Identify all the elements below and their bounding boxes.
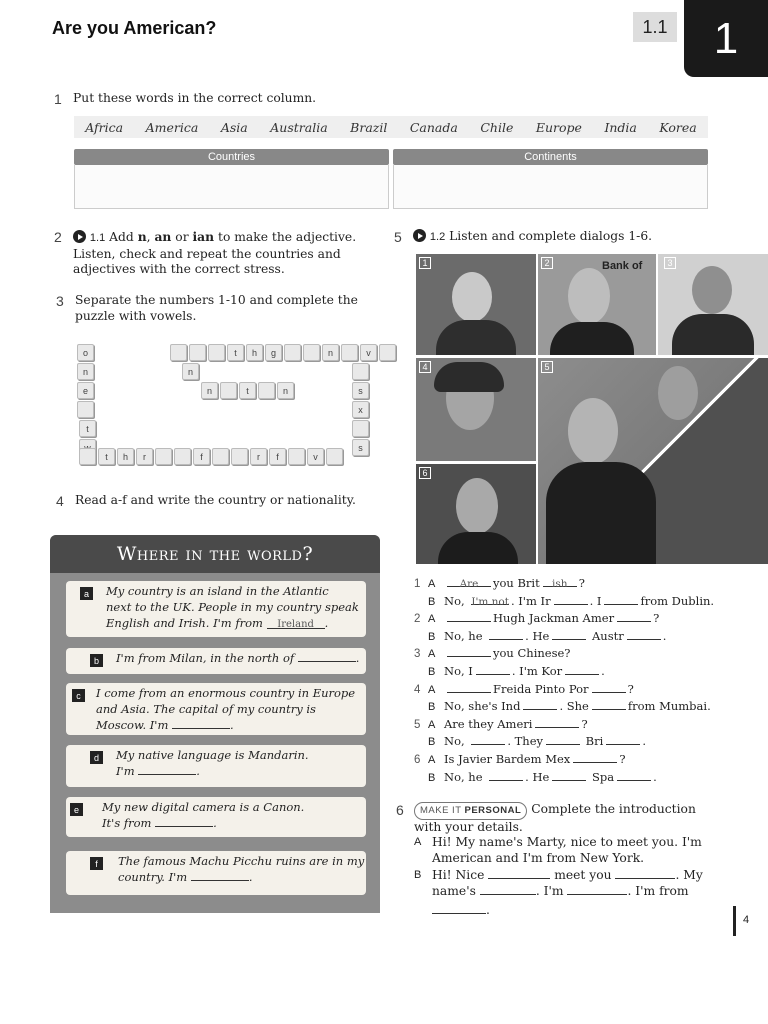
audio-play-icon[interactable]	[413, 229, 426, 242]
speaker-label: A	[428, 683, 436, 696]
countries-header: Countries	[74, 149, 389, 165]
dialog-text: ?	[619, 752, 626, 766]
text-fragment: or	[171, 230, 193, 244]
speaker-a-line: Hi! My name's Marty, nice to meet you. I'm	[432, 835, 702, 849]
answer-blank[interactable]	[471, 734, 505, 745]
continents-answer-area[interactable]	[393, 165, 708, 209]
word-bank-item: Africa	[85, 119, 124, 135]
badge-text-bold: PERSONAL	[464, 805, 522, 816]
speaker-label: A	[414, 836, 422, 848]
answer-blank[interactable]	[476, 664, 510, 675]
answer-blank[interactable]	[155, 815, 213, 827]
clue-line	[118, 869, 364, 885]
clue-line-text: next to the UK. People in my country speak	[106, 600, 359, 614]
clue-line	[106, 583, 359, 599]
hair-shape	[434, 362, 504, 392]
speaker-label: B	[428, 771, 436, 784]
speaker-label: B	[428, 736, 436, 749]
dialog-text: ?	[578, 576, 585, 590]
dialog-line	[414, 698, 714, 717]
puzzle-tile[interactable]: s	[352, 382, 369, 399]
clue-end: .	[355, 651, 360, 665]
answer-blank[interactable]	[138, 763, 196, 775]
clue-line	[116, 650, 359, 666]
instruction-text: Listen and complete dialogs 1-6.	[449, 229, 653, 243]
answer-blank[interactable]	[447, 682, 491, 693]
text-fragment: ,	[146, 230, 155, 244]
puzzle-tile[interactable]	[77, 401, 94, 418]
clue-label: c	[72, 689, 85, 702]
puzzle-tile[interactable]	[170, 344, 187, 361]
clue-line-text: I'm	[116, 764, 139, 778]
face-shape	[456, 478, 498, 534]
instruction-text: Complete the introduction	[531, 802, 696, 816]
unit-tab: 1	[684, 0, 768, 77]
dialog-line	[414, 681, 637, 700]
badge-text: MAKE IT	[420, 805, 465, 816]
face-shape	[568, 398, 618, 464]
panel-title: Where in the world?	[50, 535, 380, 573]
word-bank-item: Europe	[535, 119, 582, 135]
dialog-text: . She	[559, 699, 589, 714]
puzzle-tile[interactable]: n	[277, 382, 294, 399]
dialog-text: .	[642, 734, 646, 749]
photo-number: 2	[541, 257, 553, 269]
dialog-text: from Mumbai.	[627, 699, 711, 714]
clue-line	[116, 747, 309, 763]
dialog-number: 3	[414, 648, 421, 661]
text-fragment: . I'm from	[627, 883, 689, 898]
dialog-text: ?	[653, 611, 660, 626]
dialog-text: .	[662, 628, 667, 643]
answer-blank[interactable]	[191, 869, 249, 881]
section-number: 1.1	[633, 12, 677, 42]
clue-line-text: and Asia. The capital of my country is	[96, 702, 316, 716]
exercise-2-instruction	[73, 229, 373, 278]
puzzle-tile[interactable]: h	[117, 448, 134, 465]
speaker-a-block	[414, 835, 714, 866]
clue-line-text: English and Irish. I'm from	[106, 616, 267, 630]
puzzle-tile[interactable]: s	[352, 439, 369, 456]
dialog-text: Is Javier Bardem Mex	[444, 752, 571, 766]
answer-blank[interactable]	[552, 629, 586, 640]
word-bank-item: India	[604, 119, 637, 135]
dialog-text: . I'm Ir	[510, 593, 551, 608]
word-bank-item: Chile	[480, 119, 514, 135]
answer-blank[interactable]	[447, 611, 491, 622]
dialog-text: Are they Ameri	[444, 716, 533, 731]
answer-blank[interactable]	[298, 650, 356, 662]
puzzle-tile[interactable]: f	[193, 448, 210, 465]
puzzle-tile[interactable]: n	[322, 344, 339, 361]
puzzle-tile[interactable]	[220, 382, 237, 399]
continents-header: Continents	[393, 149, 708, 165]
suit-shape	[438, 532, 518, 564]
dialog-line	[414, 593, 717, 612]
puzzle-tile[interactable]: t	[79, 420, 96, 437]
puzzle-tile[interactable]: x	[352, 401, 369, 418]
puzzle-tile[interactable]	[379, 344, 396, 361]
exercise-4-number: 4	[56, 493, 64, 509]
answer-blank[interactable]	[617, 770, 651, 781]
exercise-3-number: 3	[56, 293, 64, 309]
word-bank-item: Australia	[270, 119, 328, 135]
photo-number: 3	[664, 257, 676, 269]
word-bank	[74, 116, 708, 138]
clue-line-text: It's from	[102, 816, 156, 830]
suit-shape	[550, 322, 634, 355]
clue-line-text: country. I'm	[118, 870, 191, 884]
clue-line-text: I come from an enormous country in Europe	[96, 686, 356, 700]
number-puzzle	[74, 338, 374, 468]
clue-line	[96, 701, 355, 717]
word-bank-item: Korea	[659, 119, 697, 135]
text-fragment: . My	[675, 868, 703, 882]
text-fragment: Hi! Nice	[432, 868, 485, 882]
exercise-3-instruction	[75, 293, 358, 324]
speaker-a-text	[432, 835, 702, 866]
exercise-5-instruction	[413, 229, 652, 246]
puzzle-tile[interactable]	[352, 363, 369, 380]
answer-blank[interactable]: ish	[543, 576, 577, 587]
photo-3	[658, 254, 768, 355]
dialog-text: . I	[589, 593, 602, 608]
exercise-3-line-2: puzzle with vowels.	[75, 308, 197, 323]
answer-blank[interactable]	[172, 717, 230, 729]
answer-blank[interactable]	[546, 734, 580, 745]
answer-blank[interactable]	[627, 629, 661, 640]
puzzle-tile[interactable]	[258, 382, 275, 399]
exercise-6-line-1	[414, 802, 714, 820]
clue-list	[50, 573, 380, 913]
blank[interactable]	[480, 884, 536, 895]
dialog-text: .	[653, 769, 657, 784]
dialog-text: ?	[581, 716, 588, 731]
answer-blank[interactable]	[447, 646, 491, 657]
puzzle-tile[interactable]	[212, 448, 229, 465]
photo-5	[538, 358, 768, 564]
word-bank-item: America	[145, 119, 199, 135]
dialog-text: Bri	[582, 734, 604, 749]
dialog-line	[414, 769, 660, 788]
puzzle-tile[interactable]	[288, 448, 305, 465]
track-number: 1.2	[429, 231, 446, 243]
dialog-text: Austr	[588, 628, 624, 643]
speaker-b-block	[414, 868, 714, 899]
answer-blank[interactable]	[523, 699, 557, 710]
clue-line	[116, 763, 309, 779]
exercise-2-number: 2	[54, 229, 62, 245]
clue-line-text: I'm from Milan, in the north of	[116, 651, 298, 665]
audio-play-icon[interactable]	[73, 230, 86, 243]
puzzle-tile[interactable]: e	[77, 382, 94, 399]
puzzle-tile[interactable]: n	[77, 363, 94, 380]
dialog-text: . He	[525, 628, 550, 643]
speaker-label: A	[428, 718, 436, 731]
clue-line	[102, 815, 304, 831]
puzzle-tile[interactable]: r	[136, 448, 153, 465]
exercise-2-line-3: adjectives with the correct stress.	[73, 262, 285, 276]
text-fragment: name's	[432, 883, 476, 898]
answer-blank[interactable]	[552, 770, 586, 781]
clue-line	[118, 853, 364, 869]
exercise-2-line-1	[73, 229, 373, 247]
dialog-text: ?	[627, 681, 634, 696]
clue-end: .	[196, 764, 200, 778]
clue-line	[96, 685, 355, 701]
suit-shape	[546, 462, 656, 564]
clue-text-b	[116, 650, 359, 666]
clue-label: e	[70, 803, 83, 816]
clue-line-text: Moscow. I'm	[96, 718, 173, 732]
exercise-1-instruction: Put these words in the correct column.	[73, 91, 317, 105]
puzzle-tile[interactable]	[284, 344, 301, 361]
sign-text: Bank of	[602, 260, 643, 272]
answer-blank[interactable]	[535, 717, 579, 728]
puzzle-tile[interactable]: g	[265, 344, 282, 361]
clue-label: b	[90, 654, 103, 667]
countries-column	[74, 149, 389, 209]
photo-2	[538, 254, 656, 355]
speaker-label: A	[428, 648, 436, 661]
exercise-1-number: 1	[54, 91, 62, 107]
clue-line-text: My native language is Mandarin.	[116, 748, 309, 762]
blank[interactable]	[488, 868, 550, 879]
answer-blank[interactable]: Are	[447, 576, 491, 587]
speaker-a-line: American and I'm from New York.	[432, 850, 645, 865]
puzzle-tile[interactable]	[79, 448, 96, 465]
dialog-text: from Dublin.	[640, 593, 715, 608]
face-shape	[658, 366, 698, 420]
answer-blank[interactable]	[565, 664, 599, 675]
speaker-b-line	[432, 903, 714, 919]
word-bank-item: Brazil	[350, 119, 388, 135]
page-title: Are you American?	[52, 18, 217, 38]
puzzle-tile[interactable]	[231, 448, 248, 465]
photo-number: 6	[419, 467, 431, 479]
clue-text-c	[96, 685, 355, 733]
clue-line-text: The famous Machu Picchu ruins are in my	[118, 854, 365, 868]
puzzle-tile[interactable]: n	[182, 363, 199, 380]
clue-line	[106, 615, 359, 631]
face-shape	[568, 268, 610, 324]
exercise-3-line-1: Separate the numbers 1-10 and complete the	[75, 293, 358, 307]
speaker-label: A	[428, 578, 436, 590]
puzzle-tile[interactable]	[341, 344, 358, 361]
answer-blank[interactable]	[617, 611, 651, 622]
speaker-b-line	[432, 868, 703, 884]
puzzle-tile[interactable]: v	[307, 448, 324, 465]
clue-label: f	[90, 857, 103, 870]
clue-end: .	[324, 616, 329, 630]
puzzle-tile[interactable]: t	[227, 344, 244, 361]
dialog-text: No, he	[444, 628, 487, 643]
speaker-label: B	[428, 666, 436, 678]
blank[interactable]	[567, 884, 627, 895]
exercise-2-line-2: Listen, check and repeat the countries and	[73, 246, 341, 261]
text-fragment: .	[486, 903, 490, 917]
dialog-text: No, he	[444, 769, 487, 784]
bold-an: an	[154, 229, 172, 244]
clue-text-a	[106, 583, 359, 631]
dialog-text: Hugh Jackman Amer	[493, 611, 615, 626]
dialog-text: No,	[444, 734, 469, 749]
answer-blank[interactable]: Ireland	[267, 617, 325, 629]
make-it-personal-badge	[414, 802, 527, 820]
puzzle-tile[interactable]	[208, 344, 225, 361]
clue-label: a	[80, 587, 93, 600]
puzzle-tile[interactable]: v	[360, 344, 377, 361]
text-fragment: to make the adjective.	[214, 230, 357, 244]
clue-text-f	[118, 853, 364, 885]
speaker-b-text	[432, 868, 703, 899]
answer-blank[interactable]	[592, 682, 626, 693]
exercise-5-number: 5	[394, 229, 402, 245]
dialog-number: 4	[414, 683, 421, 696]
puzzle-tile[interactable]: t	[98, 448, 115, 465]
photo-number: 5	[541, 361, 553, 373]
photo-4	[416, 358, 536, 461]
exercise-4-instruction: Read a-f and write the country or nationality.	[75, 493, 356, 507]
dialog-number: 1	[414, 578, 421, 590]
dialog-line	[414, 628, 669, 647]
clue-end: .	[213, 816, 217, 830]
clue-end: .	[248, 870, 253, 884]
bold-ian: ian	[192, 229, 215, 244]
puzzle-tile[interactable]: o	[77, 344, 94, 361]
bold-n: n	[137, 229, 147, 244]
puzzle-tile[interactable]: t	[239, 382, 256, 399]
dialog-text: you Chinese?	[493, 646, 571, 661]
dialog-number: 5	[414, 718, 421, 731]
speaker-label: A	[428, 613, 436, 626]
dialog-line	[414, 645, 573, 664]
clue-line-text: My new digital camera is a Canon.	[102, 800, 305, 814]
speaker-label: B	[428, 701, 436, 714]
speaker-label: B	[414, 869, 422, 881]
page-number: 4	[733, 906, 768, 936]
answer-blank[interactable]	[573, 752, 617, 763]
answer-blank[interactable]	[592, 699, 626, 710]
speaker-label: B	[428, 595, 436, 608]
clue-line-text: My country is an island in the Atlantic	[106, 584, 329, 598]
suit-shape	[672, 314, 754, 355]
puzzle-tile[interactable]: r	[250, 448, 267, 465]
answer-blank[interactable]	[489, 629, 523, 640]
dialog-line	[414, 733, 649, 752]
speaker-label: B	[428, 630, 436, 643]
exercise-6-dialog	[414, 835, 714, 919]
dialog-text: . He	[525, 769, 550, 784]
dialog-text: Spa	[588, 769, 615, 784]
dialog-number: 2	[414, 613, 421, 626]
dialog-text: you Brit	[493, 576, 540, 590]
clue-line	[102, 799, 304, 815]
puzzle-tile[interactable]	[326, 448, 343, 465]
exercise-6-instruction	[414, 802, 714, 835]
dialog-line	[414, 663, 608, 682]
puzzle-tile[interactable]	[303, 344, 320, 361]
puzzle-tile[interactable]	[189, 344, 206, 361]
dialog-text: Freida Pinto Por	[493, 681, 589, 696]
exercise-6-line-2: with your details.	[414, 819, 523, 834]
dialog-number: 6	[414, 754, 421, 766]
face-shape	[452, 272, 492, 322]
text-fragment: Add	[109, 230, 138, 244]
dialog-text: .	[601, 664, 605, 678]
dialog-text: . They	[507, 734, 544, 749]
countries-answer-area[interactable]	[74, 165, 389, 209]
clue-text-d	[116, 747, 309, 779]
track-number: 1.1	[89, 232, 106, 244]
dialog-line	[414, 575, 588, 594]
puzzle-tile[interactable]: h	[246, 344, 263, 361]
word-bank-item: Asia	[220, 119, 248, 135]
dialog-text: No, she's Ind	[444, 699, 521, 714]
puzzle-tile[interactable]: f	[269, 448, 286, 465]
blank[interactable]	[615, 868, 675, 879]
speaker-label: A	[428, 754, 436, 766]
clue-line	[106, 599, 359, 615]
answer-blank[interactable]	[554, 594, 588, 605]
puzzle-tile[interactable]	[174, 448, 191, 465]
answer-blank[interactable]	[489, 770, 523, 781]
dialog-line	[414, 610, 662, 629]
clue-label: d	[90, 751, 103, 764]
photo-collage	[416, 254, 768, 564]
puzzle-tile[interactable]: n	[201, 382, 218, 399]
text-fragment: . I'm	[535, 883, 564, 898]
photo-number: 4	[419, 361, 431, 373]
word-bank-item: Canada	[409, 119, 458, 135]
puzzle-tile[interactable]	[155, 448, 172, 465]
speaker-b-line	[432, 884, 703, 900]
clue-line	[96, 717, 355, 733]
photo-1	[416, 254, 536, 355]
clue-text-e	[102, 799, 304, 831]
photo-6	[416, 464, 536, 564]
blank[interactable]	[432, 903, 486, 914]
dialog-text: No,	[444, 593, 469, 608]
exercise-6-number: 6	[396, 802, 404, 818]
face-shape	[692, 266, 732, 314]
dialog-line	[414, 751, 628, 770]
continents-column	[393, 149, 708, 209]
clue-end: .	[230, 718, 234, 732]
photo-number: 1	[419, 257, 431, 269]
dialog-text: . I'm Kor	[511, 664, 563, 678]
suit-shape	[436, 320, 516, 355]
answer-blank[interactable]: I'm not	[471, 595, 509, 608]
dialog-line	[414, 716, 591, 735]
puzzle-tile[interactable]	[352, 420, 369, 437]
dialog-text: No, I	[444, 664, 473, 678]
answer-blank[interactable]	[604, 594, 638, 605]
text-fragment: meet you	[554, 868, 612, 882]
answer-blank[interactable]	[606, 734, 640, 745]
